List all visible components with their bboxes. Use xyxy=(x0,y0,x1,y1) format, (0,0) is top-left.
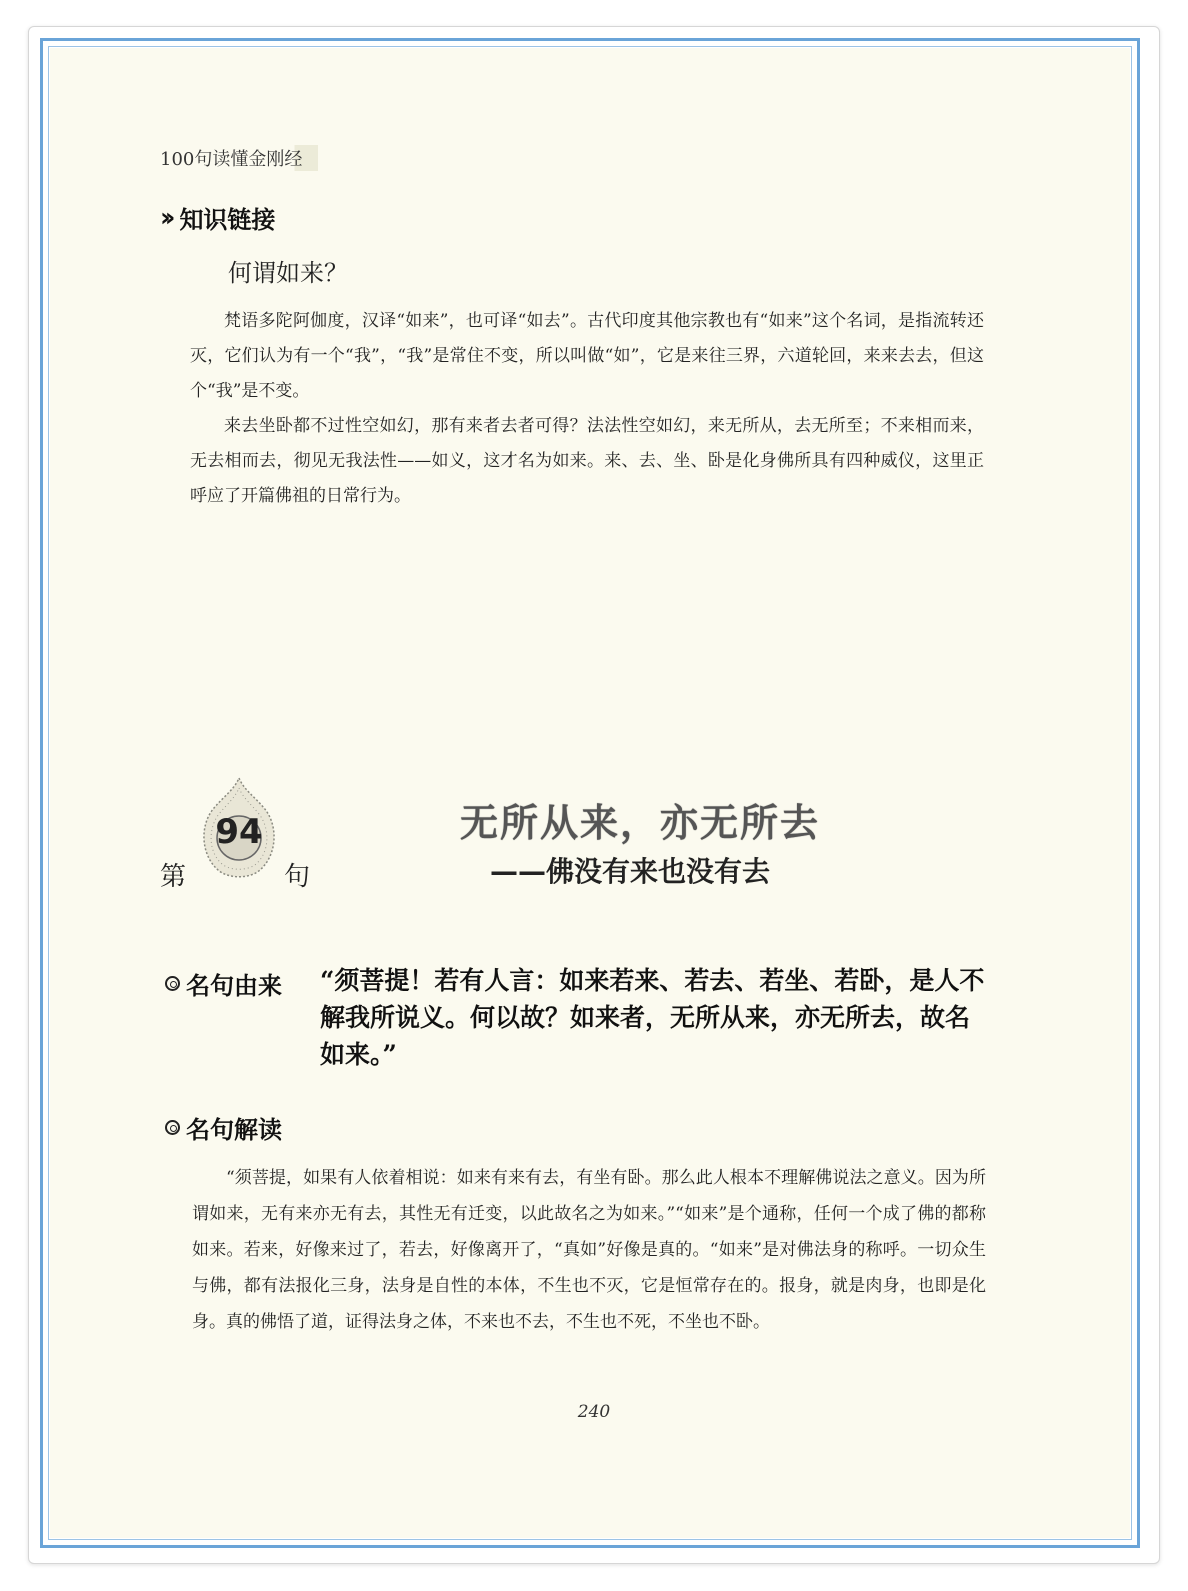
knowledge-link-body xyxy=(190,304,984,514)
interpretation-body xyxy=(192,1160,986,1340)
double-circle-icon xyxy=(165,1120,180,1135)
knowledge-link-heading xyxy=(160,200,275,235)
chapter-number: 94 xyxy=(215,812,263,852)
double-chevron-icon: ›› xyxy=(160,202,170,233)
chapter-prefix: 第 xyxy=(160,862,187,892)
origin-label: 名句由来 xyxy=(186,972,282,1000)
page-number: 240 xyxy=(577,1402,611,1422)
chapter-title: 无所从来，亦无所去 xyxy=(460,801,821,845)
origin-quote: “须菩提！若有人言：如来若来、若去、若坐、若卧，是人不解我所说义。何以故？如来者，无所从来，亦无所去，故名如来。” xyxy=(320,966,985,1069)
origin-heading xyxy=(165,966,282,1001)
chapter-subtitle: ——佛没有来也没有去 xyxy=(490,855,771,888)
interpretation-heading xyxy=(165,1110,282,1145)
interpretation-label: 名句解读 xyxy=(186,1116,282,1144)
paragraph: 来去坐卧都不过性空如幻，那有来者去者可得？法法性空如幻，来无所从，去无所至；不来相而来，无去相而去，彻见无我法性——如义，这才名为如来。来、去、坐、卧是化身佛所具有四种威仪，这里正呼应了开篇佛祖的日常行为。 xyxy=(190,416,984,506)
knowledge-link-label: 知识链接 xyxy=(179,206,276,234)
double-circle-icon xyxy=(165,976,180,991)
running-header: 100句读懂金刚经 xyxy=(160,145,318,171)
chapter-heading xyxy=(150,770,990,900)
paragraph: 梵语多陀阿伽度，汉译“如来”，也可译“如去”。古代印度其他宗教也有“如来”这个名词，是指流转还灭，它们认为有一个“我”，“我”是常住不变，所以叫做“如”，它是来往三界，六道轮回，来来去去，但这个“我”是不变。 xyxy=(190,311,984,401)
chapter-suffix: 句 xyxy=(284,862,311,892)
knowledge-link-subheading: 何谓如来？ xyxy=(228,259,348,287)
paragraph: “须菩提，如果有人依着相说：如来有来有去，有坐有卧。那么此人根本不理解佛说法之意义。因为所谓如来，无有来亦无有去，其性无有迁变，以此故名之为如来。”“如来”是个通称，任何一个成了佛的都称如来。若来，好像来过了，若去，好像离开了，“真如”好像是真的。“如来”是对佛法身的称呼。一切众生与佛，都有法报化三身，法身是自性的本体，不生也不灭，它是恒常存在的。报身，就是肉身，也即是化身。真的佛悟了道，证得法身之体，不来也不去，不生也不死，不坐也不卧。 xyxy=(192,1168,986,1332)
